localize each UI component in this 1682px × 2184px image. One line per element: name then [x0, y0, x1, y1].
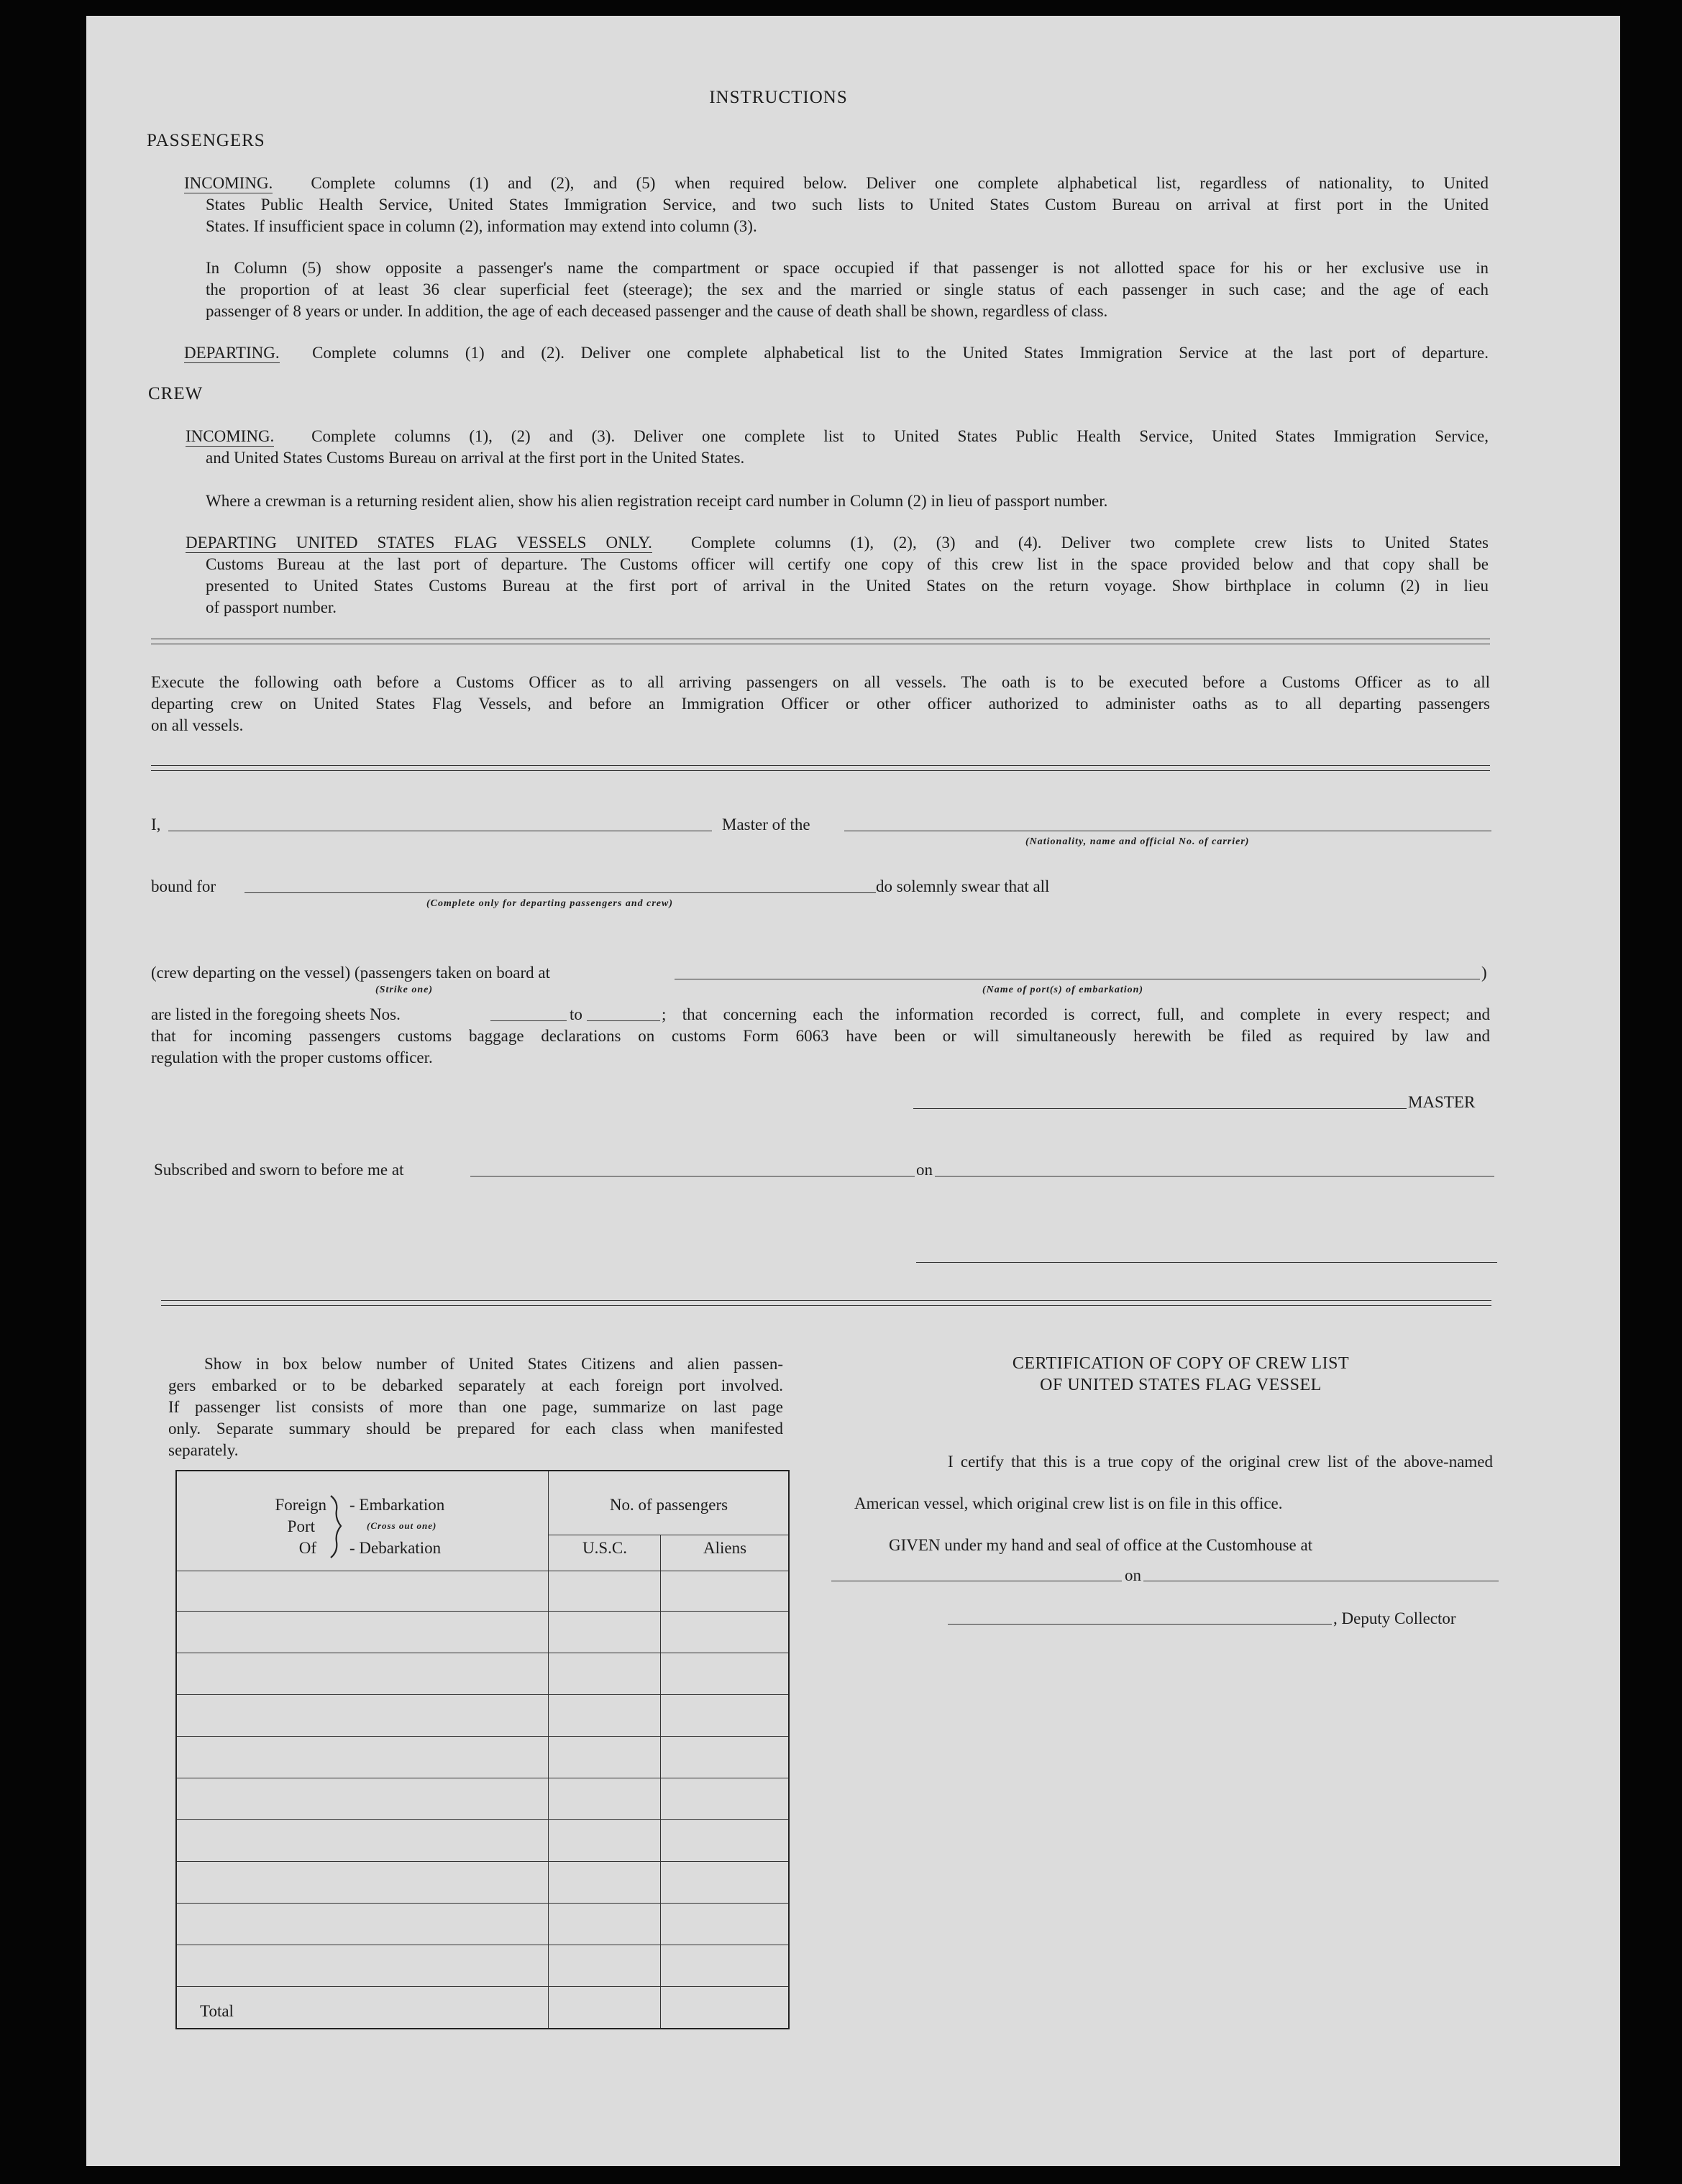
- master-of-the-label: Master of the: [722, 815, 810, 833]
- bound-for-field[interactable]: [244, 892, 876, 893]
- deputy-collector-label: , Deputy Collector: [1333, 1609, 1456, 1627]
- table-header-foreign: Foreign: [275, 1496, 326, 1514]
- sheet-from-field[interactable]: [490, 1020, 567, 1021]
- certification-title-line1: CERTIFICATION OF COPY OF CREW LIST: [1012, 1354, 1350, 1373]
- summary-line5: separately.: [168, 1441, 239, 1459]
- listed-to: to: [570, 1005, 582, 1023]
- certification-line3: GIVEN under my hand and seal of office at the Customhouse at: [889, 1536, 1313, 1554]
- passengers-departing-label: DEPARTING.: [184, 344, 280, 362]
- table-header-usc: U.S.C.: [582, 1539, 627, 1557]
- certification-line1: I certify that this is a true copy of the original crew list of the above-named: [948, 1453, 1493, 1471]
- table-header-cross-out: (Cross out one): [367, 1520, 437, 1531]
- certification-line2: American vessel, which original crew list is on file in this office.: [854, 1494, 1283, 1512]
- table-header-aliens: Aliens: [703, 1539, 747, 1557]
- oath-line3: regulation with the proper customs officer.: [151, 1048, 433, 1066]
- summary-line2: gers embarked or to be debarked separately at each foreign port involved.: [168, 1376, 783, 1394]
- table-header-of: Of: [298, 1539, 316, 1557]
- certification-on-label: on: [1125, 1566, 1141, 1584]
- summary-line1: Show in box below number of United States Citizens and alien passen-: [204, 1355, 783, 1373]
- officer-signature-field[interactable]: [916, 1262, 1497, 1263]
- strike-one-caption: (Strike one): [375, 984, 434, 995]
- crew-incoming-label: INCOMING.: [186, 427, 275, 445]
- close-paren: ): [1481, 964, 1487, 982]
- page-title: INSTRUCTIONS: [709, 88, 848, 107]
- passengers-departing: DEPARTING. Complete columns (1) and (2). Deliver one complete alphabetical list to the United States Immigration Service at the last port of departure.: [184, 344, 1489, 362]
- master-signature-field[interactable]: [913, 1108, 1407, 1109]
- passenger-summary-table: [175, 1470, 790, 2029]
- swear-text: do solemnly swear that all: [876, 877, 1050, 895]
- crew-flag-label: DEPARTING UNITED STATES FLAG VESSELS ONLY.: [186, 534, 652, 552]
- listed-pre: are listed in the foregoing sheets Nos.: [151, 1005, 401, 1023]
- form-page: [86, 16, 1620, 2166]
- table-header-debarkation: - Debarkation: [349, 1539, 442, 1557]
- oath-intro-line1: Execute the following oath before a Customs Officer as to all arriving passengers on all vessels. The oath is to be executed before a Customs Officer as to all: [151, 673, 1490, 691]
- crew-flag-line4: of passport number.: [206, 598, 337, 616]
- subscribed-label: Subscribed and sworn to before me at: [154, 1161, 404, 1179]
- crew-resident-alien: Where a crewman is a returning resident alien, show his alien registration receipt card number in Column (2) in lieu of passport number.: [206, 492, 1108, 510]
- brace-icon: [328, 1494, 345, 1559]
- table-total-label: Total: [200, 2002, 234, 2020]
- column5-line2: the proportion of at least 36 clear superficial feet (steerage); the sex and the married or single status of each passenger in such case; and the age of each: [206, 280, 1489, 298]
- table-header-port: Port: [287, 1517, 315, 1535]
- column5-line1: In Column (5) show opposite a passenger's name the compartment or space occupied if that passenger is not allotted space for his or her exclusive use in: [206, 259, 1489, 277]
- certification-title-line2: OF UNITED STATES FLAG VESSEL: [1040, 1376, 1322, 1394]
- oath-line2: that for incoming passengers customs baggage declarations on customs Form 6063 have been or will simultaneously herewith be filed as required by law and: [151, 1027, 1490, 1045]
- table-header-embarkation: - Embarkation: [349, 1496, 445, 1514]
- divider: [151, 765, 1490, 771]
- passengers-incoming-line2: States Public Health Service, United States Immigration Service, and two such lists to United States Custom Bureau on arrival at first port in the United: [206, 196, 1489, 214]
- crew-flag-line2: Customs Bureau at the last port of departure. The Customs officer will certify one copy of this crew list in the space provided below and that copy shall be: [206, 555, 1489, 573]
- deputy-collector-signature-field[interactable]: [948, 1624, 1332, 1625]
- summary-line4: only. Separate summary should be prepared for each class when manifested: [168, 1420, 783, 1438]
- master-label: MASTER: [1408, 1093, 1476, 1111]
- sheet-to-field[interactable]: [587, 1020, 660, 1021]
- summary-line3: If passenger list consists of more than one page, summarize on last page: [168, 1398, 783, 1416]
- passengers-heading: PASSENGERS: [147, 131, 265, 150]
- crew-departing-text: (crew departing on the vessel) (passengers taken on board at: [151, 964, 550, 982]
- passengers-incoming-line1: INCOMING. Complete columns (1) and (2), and (5) when required below. Deliver one complete alphabetical list, regardless of nationality, to United: [184, 174, 1489, 192]
- crew-flag-line1: DEPARTING UNITED STATES FLAG VESSELS ONLY. Complete columns (1), (2), (3) and (4). Deliver two complete crew lists to United States: [186, 534, 1489, 552]
- oath-intro-line2: departing crew on United States Flag Vessels, and before an Immigration Officer or other officer authorized to administer oaths as to all departing passengers: [151, 695, 1490, 713]
- passengers-incoming-label: INCOMING.: [184, 174, 273, 192]
- crew-incoming-line2: and United States Customs Bureau on arrival at the first port in the United States.: [206, 449, 745, 467]
- crew-incoming-line1: INCOMING. Complete columns (1), (2) and (3). Deliver one complete list to United States Public Health Service, United States Immigration Service,: [186, 427, 1489, 445]
- table-header-no-of-passengers: No. of passengers: [609, 1496, 728, 1514]
- oath-intro-line3: on all vessels.: [151, 716, 244, 734]
- crew-heading: CREW: [148, 384, 204, 403]
- departing-caption: (Complete only for departing passengers and crew): [426, 898, 673, 909]
- divider: [161, 1300, 1491, 1306]
- crew-flag-line3: presented to United States Customs Bureau at the first port of arrival in the United States on the return voyage. Show birthplace in column (2) in lieu: [206, 577, 1489, 595]
- column5-line3: passenger of 8 years or under. In addition, the age of each deceased passenger and the cause of death shall be shown, regardless of class.: [206, 302, 1108, 320]
- listed-post: ; that concerning each the information recorded is correct, full, and complete in every respect; and: [662, 1005, 1490, 1023]
- carrier-caption: (Nationality, name and official No. of carrier): [1025, 836, 1250, 847]
- divider: [151, 639, 1490, 644]
- subscribed-on-label: on: [916, 1161, 933, 1179]
- passengers-incoming-line3: States. If insufficient space in column (2), information may extend into column (3).: [206, 217, 757, 235]
- oath-i-label: I,: [151, 815, 161, 833]
- ports-caption: (Name of port(s) of embarkation): [982, 984, 1144, 995]
- bound-for-label: bound for: [151, 877, 216, 895]
